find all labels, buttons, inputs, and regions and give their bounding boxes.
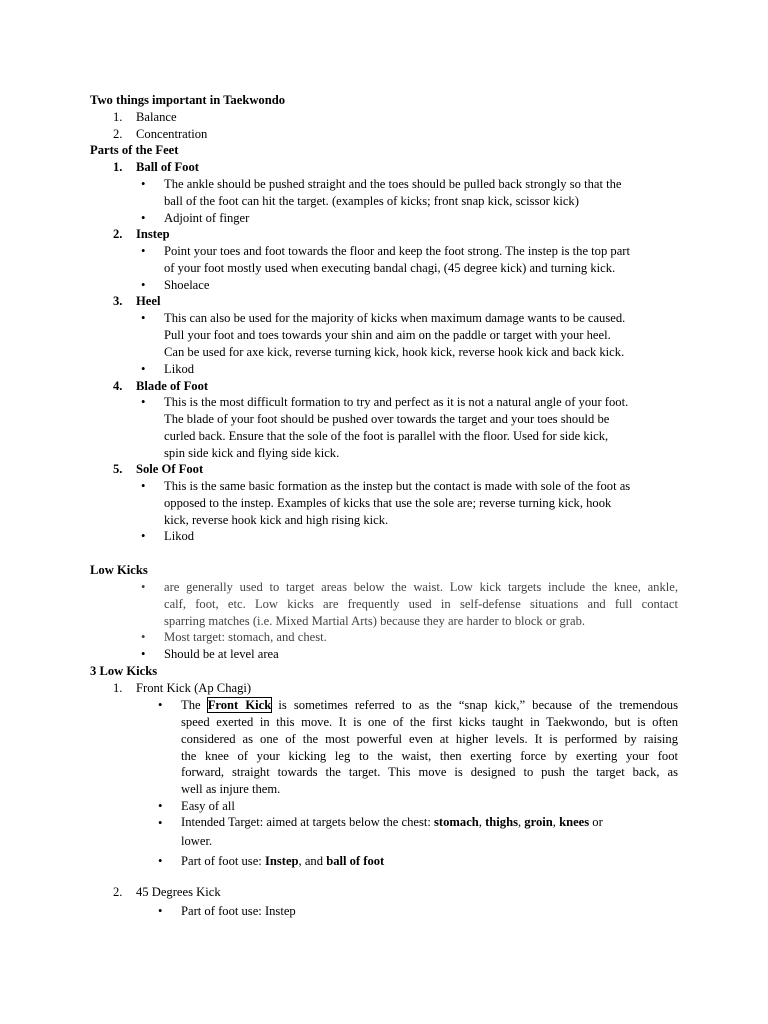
text-span: ball of foot bbox=[326, 854, 385, 868]
front-kick-term: Front Kick bbox=[207, 698, 272, 712]
list-item: Likod bbox=[164, 529, 195, 543]
text-span: thighs bbox=[485, 815, 518, 829]
bullet-icon: • bbox=[141, 278, 146, 292]
bullet-icon: • bbox=[141, 529, 146, 543]
list-number: 2. bbox=[113, 885, 123, 899]
list-number: 4. bbox=[113, 379, 123, 393]
paragraph-line: lower. bbox=[181, 834, 213, 848]
paragraph-line: Point your toes and foot towards the floor and keep the foot strong. The instep is the top part bbox=[164, 244, 630, 258]
subheading-blade-of-foot: Blade of Foot bbox=[136, 379, 209, 393]
paragraph-line: kick, reverse hook kick and high rising kick. bbox=[164, 513, 389, 527]
text-span: Part of foot use: bbox=[181, 854, 265, 868]
list-item-balance: Balance bbox=[136, 110, 177, 124]
intended-target-line bbox=[181, 814, 603, 831]
bullet-icon: • bbox=[141, 311, 146, 325]
bullet-icon: • bbox=[158, 799, 163, 813]
paragraph-line: Pull your foot and toes towards your shin and aim on the paddle or target with your heel. bbox=[164, 328, 611, 342]
paragraph-line: curled back. Ensure that the sole of the foot is parallel with the floor. Used for side kick, bbox=[164, 429, 609, 443]
bullet-icon: • bbox=[141, 479, 146, 493]
list-item: Should be at level area bbox=[164, 647, 279, 661]
text-span: , and bbox=[298, 854, 327, 868]
bullet-icon: • bbox=[141, 244, 146, 258]
text-span: , bbox=[478, 815, 486, 829]
text-span: Instep bbox=[264, 854, 299, 868]
text-span: stomach bbox=[434, 815, 479, 829]
list-item: Most target: stomach, and chest. bbox=[164, 630, 327, 644]
bullet-icon: • bbox=[158, 698, 163, 712]
text-span: knees bbox=[559, 815, 590, 829]
text-span: groin bbox=[524, 815, 553, 829]
paragraph-line bbox=[181, 697, 678, 714]
list-number: 2. bbox=[113, 127, 123, 141]
text-span: Intended Target: aimed at targets below the chest: bbox=[181, 815, 435, 829]
paragraph-line: forward, straight towards the target. This move is designed to push the target back, as bbox=[181, 765, 678, 779]
bullet-icon: • bbox=[158, 904, 163, 918]
subheading-front-kick: Front Kick (Ap Chagi) bbox=[136, 681, 252, 695]
bullet-icon: • bbox=[158, 854, 163, 868]
bullet-icon: • bbox=[141, 177, 146, 191]
list-item: Easy of all bbox=[181, 799, 235, 813]
heading-low-kicks: Low Kicks bbox=[90, 563, 148, 577]
paragraph-line: calf, foot, etc. Low kicks are frequently used in self-defense situations and full contact bbox=[164, 597, 678, 611]
list-item-concentration: Concentration bbox=[136, 127, 208, 141]
text-span: , bbox=[518, 815, 525, 829]
paragraph-line: This is the same basic formation as the instep but the contact is made with sole of the foot as bbox=[164, 479, 631, 493]
paragraph-line: sparring matches (i.e. Mixed Martial Arts) because they are harder to block or grab. bbox=[164, 614, 586, 628]
paragraph-line: The blade of your foot should be pushed over towards the target and your toes should be bbox=[164, 412, 610, 426]
heading-parts-of-feet: Parts of the Feet bbox=[90, 143, 179, 157]
paragraph-line: speed exerted in this move. It is one of the first kicks taught in Taekwondo, but is often bbox=[181, 715, 678, 729]
subheading-heel: Heel bbox=[136, 294, 161, 308]
subheading-instep: Instep bbox=[136, 227, 170, 241]
bullet-icon: • bbox=[141, 362, 146, 376]
list-number: 5. bbox=[113, 462, 123, 476]
text-span: is sometimes referred to as the “snap kick,” because of the tremendous bbox=[271, 698, 678, 712]
paragraph-line: The ankle should be pushed straight and the toes should be pulled back strongly so that the bbox=[164, 177, 622, 191]
paragraph-line: ball of the foot can hit the target. (examples of kicks; front snap kick, scissor kick) bbox=[164, 194, 579, 208]
bullet-icon: • bbox=[141, 395, 146, 409]
paragraph-line: spin side kick and flying side kick. bbox=[164, 446, 340, 460]
text-span: or bbox=[589, 815, 603, 829]
part-of-foot-line bbox=[181, 853, 384, 870]
bullet-icon: • bbox=[141, 211, 146, 225]
heading-three-low-kicks: 3 Low Kicks bbox=[90, 664, 158, 678]
bullet-icon: • bbox=[158, 816, 163, 830]
bullet-icon: • bbox=[141, 630, 146, 644]
subheading-ball-of-foot: Ball of Foot bbox=[136, 160, 199, 174]
text-span: The bbox=[181, 698, 208, 712]
subheading-sole-of-foot: Sole Of Foot bbox=[136, 462, 204, 476]
list-number: 2. bbox=[113, 227, 123, 241]
bullet-icon: • bbox=[141, 647, 146, 661]
list-number: 1. bbox=[113, 160, 123, 174]
paragraph-line: Can be used for axe kick, reverse turning kick, hook kick, reverse hook kick and back kick. bbox=[164, 345, 625, 359]
list-item: Shoelace bbox=[164, 278, 210, 292]
paragraph-line: of your foot mostly used when executing bandal chagi, (45 degree kick) and turning kick. bbox=[164, 261, 616, 275]
list-item: Adjoint of finger bbox=[164, 211, 250, 225]
paragraph-line: the knee of your kicking leg to the waist, then exerting force by exerting your foot bbox=[181, 749, 678, 763]
text-span: , bbox=[552, 815, 560, 829]
list-number: 1. bbox=[113, 681, 123, 695]
paragraph-line: opposed to the instep. Examples of kicks that use the sole are; reverse turning kick, hook bbox=[164, 496, 612, 510]
paragraph-line: This is the most difficult formation to try and perfect as it is not a natural angle of your foot. bbox=[164, 395, 629, 409]
paragraph-line: are generally used to target areas below the waist. Low kick targets include the knee, ankle, bbox=[164, 580, 678, 594]
paragraph-line: This can also be used for the majority of kicks when maximum damage wants to be caused. bbox=[164, 311, 626, 325]
subheading-45-degrees-kick: 45 Degrees Kick bbox=[136, 885, 221, 899]
list-item: Likod bbox=[164, 362, 195, 376]
bullet-icon: • bbox=[141, 580, 146, 594]
list-number: 3. bbox=[113, 294, 123, 308]
paragraph-line: considered as one of the most powerful even at higher levels. It is performed by raising bbox=[181, 732, 678, 746]
paragraph-line: well as injure them. bbox=[181, 782, 281, 796]
heading-two-things: Two things important in Taekwondo bbox=[90, 93, 286, 107]
list-item: Part of foot use: Instep bbox=[181, 904, 296, 918]
list-number: 1. bbox=[113, 110, 123, 124]
